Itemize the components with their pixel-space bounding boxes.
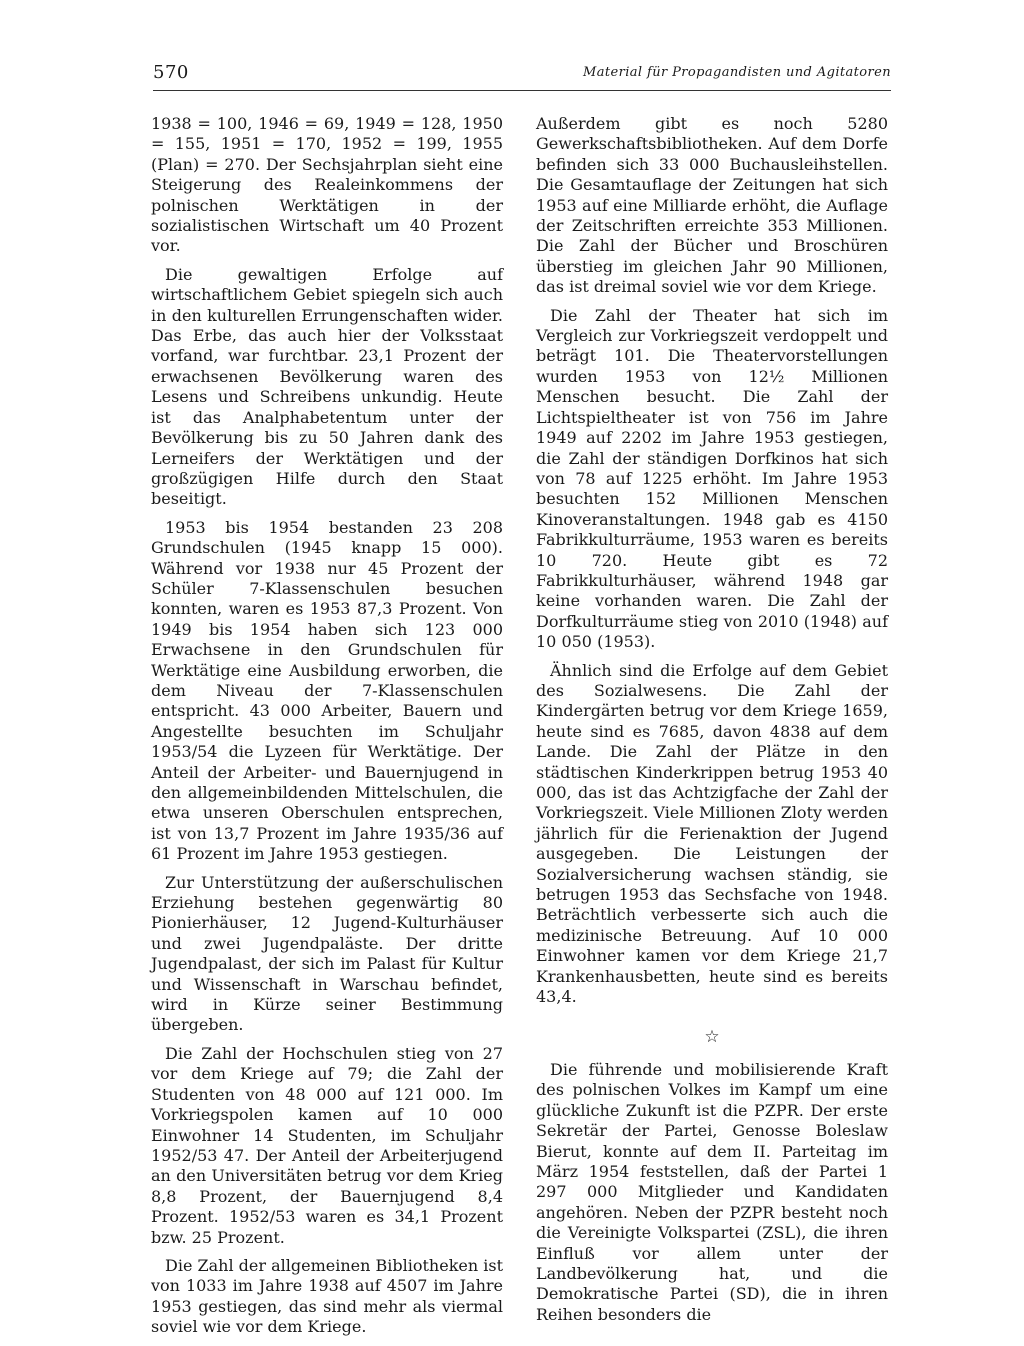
paragraph: Die Zahl der Hochschulen stieg von 27 vor dem Kriege auf 79; die Zahl der Studenten von 48 000 auf 121 000. Im Vorkriegspolen kamen auf 10 000 Einwohner 14 Studenten, im Schuljahr 1952/53 47. Der Anteil der Arbeiterjugend an den Universitäten betrug vor dem Krieg 8,8 Prozent, der Bauernjugend 8,4 Prozent. 1952/53 waren es 34,1 Prozent bzw. 25 Prozent. (151, 1043, 503, 1247)
paragraph: 1938 = 100, 1946 = 69, 1949 = 128, 1950 = 155, 1951 = 170, 1952 = 199, 1955 (Plan) = 270. Der Sechsjahrplan sieht eine Steigerung des Realeinkommens der polnischen Werktätigen in der sozialistischen Wirtschaft um 40 Prozent vor. (151, 114, 503, 256)
paragraph: 1953 bis 1954 bestanden 23 208 Grundschulen (1945 knapp 15 000). Während vor 1938 nur 45 Prozent der Schüler 7-Klassenschulen besuchen konnten, waren es 1953 87,3 Prozent. Von 1949 bis 1954 haben sich 123 000 Erwachsene in den Grundschulen für Werktätige eine Ausbildung erworben, die dem Niveau der 7-Klassenschulen entspricht. 43 000 Arbeiter, Bauern und Angestellte besuchten im Schuljahr 1953/54 die Lyzeen für Werktätige. Der Anteil der Arbeiter- und Bauernjugend in den allgemeinbildenden Mittelschulen, die etwa unseren Oberschulen entsprechen, ist von 13,7 Prozent im Jahre 1935/36 auf 61 Prozent im Jahre 1953 gestiegen. (151, 517, 503, 864)
paragraph: Außerdem gibt es noch 5280 Gewerkschaftsbibliotheken. Auf dem Dorfe befinden sich 33 000 Buchausleihstellen. Die Gesamtauflage der Zeitungen hat sich 1953 auf eine Milliarde erhöht, die Auflage der Zeitschriften erreichte 353 Millionen. Die Zahl der Bücher und Broschüren überstieg im gleichen Jahr 90 Millionen, das ist dreimal soviel wie vor dem Kriege. (536, 114, 888, 297)
right-column (536, 114, 888, 1333)
star-separator: ☆ (704, 1027, 720, 1048)
running-title: Material für Propagandisten und Agitatoren (583, 65, 891, 80)
left-column (151, 114, 503, 1346)
paragraph: Die Zahl der Theater hat sich im Vergleich zur Vorkriegszeit verdoppelt und beträgt 101. Die Theatervorstellungen wurden 1953 von 12½ Millionen Menschen besucht. Die Zahl der Lichtspieltheater ist von 756 im Jahre 1949 auf 2202 im Jahre 1953 gestiegen, die Zahl der ständigen Dorfkinos hat sich von 78 auf 1225 erhöht. Im Jahre 1953 besuchten 152 Millionen Menschen Kinoveranstaltungen. 1948 gab es 4150 Fabrikkulturräume, 1953 waren es bereits 10 720. Heute gibt es 72 Fabrikkulturhäuser, während 1948 gar keine vorhanden waren. Die Zahl der Dorfkulturräume stieg von 2010 (1948) auf 10 050 (1953). (536, 305, 888, 652)
paragraph: Die Zahl der allgemeinen Bibliotheken ist von 1033 im Jahre 1938 auf 4507 im Jahre 1953 gestiegen, das sind mehr als viermal soviel wie vor dem Kriege. (151, 1255, 504, 1337)
paragraph: Die führende und mobilisierende Kraft des polnischen Volkes im Kampf um eine glückliche Zukunft ist die PZPR. Der erste Sekretär der Partei, Genosse Boleslaw Bierut, konnte auf dem II. Parteitag im März 1954 feststellen, daß der Partei 1 297 000 Mitglieder und Kandidaten angehören. Neben der PZPR besteht noch die Vereinigte Volkspartei (ZSL), die ihren Einfluß vor allem unter der Landbevölkerung hat, und die Demokratische Partei (SD), die in ihren Reihen besonders die (536, 1059, 888, 1324)
paragraph: Ähnlich sind die Erfolge auf dem Gebiet des Sozialwesens. Die Zahl der Kindergärten betrug vor dem Kriege 1659, heute sind es 7685, davon 4838 auf dem Lande. Die Zahl der Plätze in den städtischen Kinderkrippen betrug 1953 40 000, das ist das Achtzigfache der Zahl der Vorkriegszeit. Viele Millionen Zloty werden jährlich für die Ferienaktion der Jugend ausgegeben. Die Leistungen der Sozialversicherung wachsen ständig, sie betrugen 1953 das Sechsfache von 1948. Beträchtlich verbesserte sich auch die medizinische Betreuung. Auf 10 000 Einwohner kamen vor dem Kriege 21,7 Krankenhausbetten, heute sind es bereits 43,4. (536, 660, 888, 1007)
paragraph: Die gewaltigen Erfolge auf wirtschaftlichem Gebiet spiegeln sich auch in den kulturellen Errungenschaften wider. Das Erbe, das auch hier der Volksstaat vorfand, war furchtbar. 23,1 Prozent der erwachsenen Bevölkerung waren des Lesens und Schreibens unkundig. Heute ist das Analphabetentum unter der Bevölkerung bis zu 50 Jahren dank des Lerneifers der Werktätigen und der großzügigen Hilfe durch den Staat beseitigt. (151, 264, 503, 509)
paragraph: Zur Unterstützung der außerschulischen Erziehung bestehen gegenwärtig 80 Pionierhäuser, 12 Jugend-Kulturhäuser und zwei Jugendpaläste. Der dritte Jugendpalast, der sich im Palast für Kultur und Wissenschaft in Warschau befindet, wird in Kürze seiner Bestimmung übergeben. (151, 872, 503, 1035)
page-header (153, 62, 891, 91)
page-number: 570 (153, 62, 189, 83)
